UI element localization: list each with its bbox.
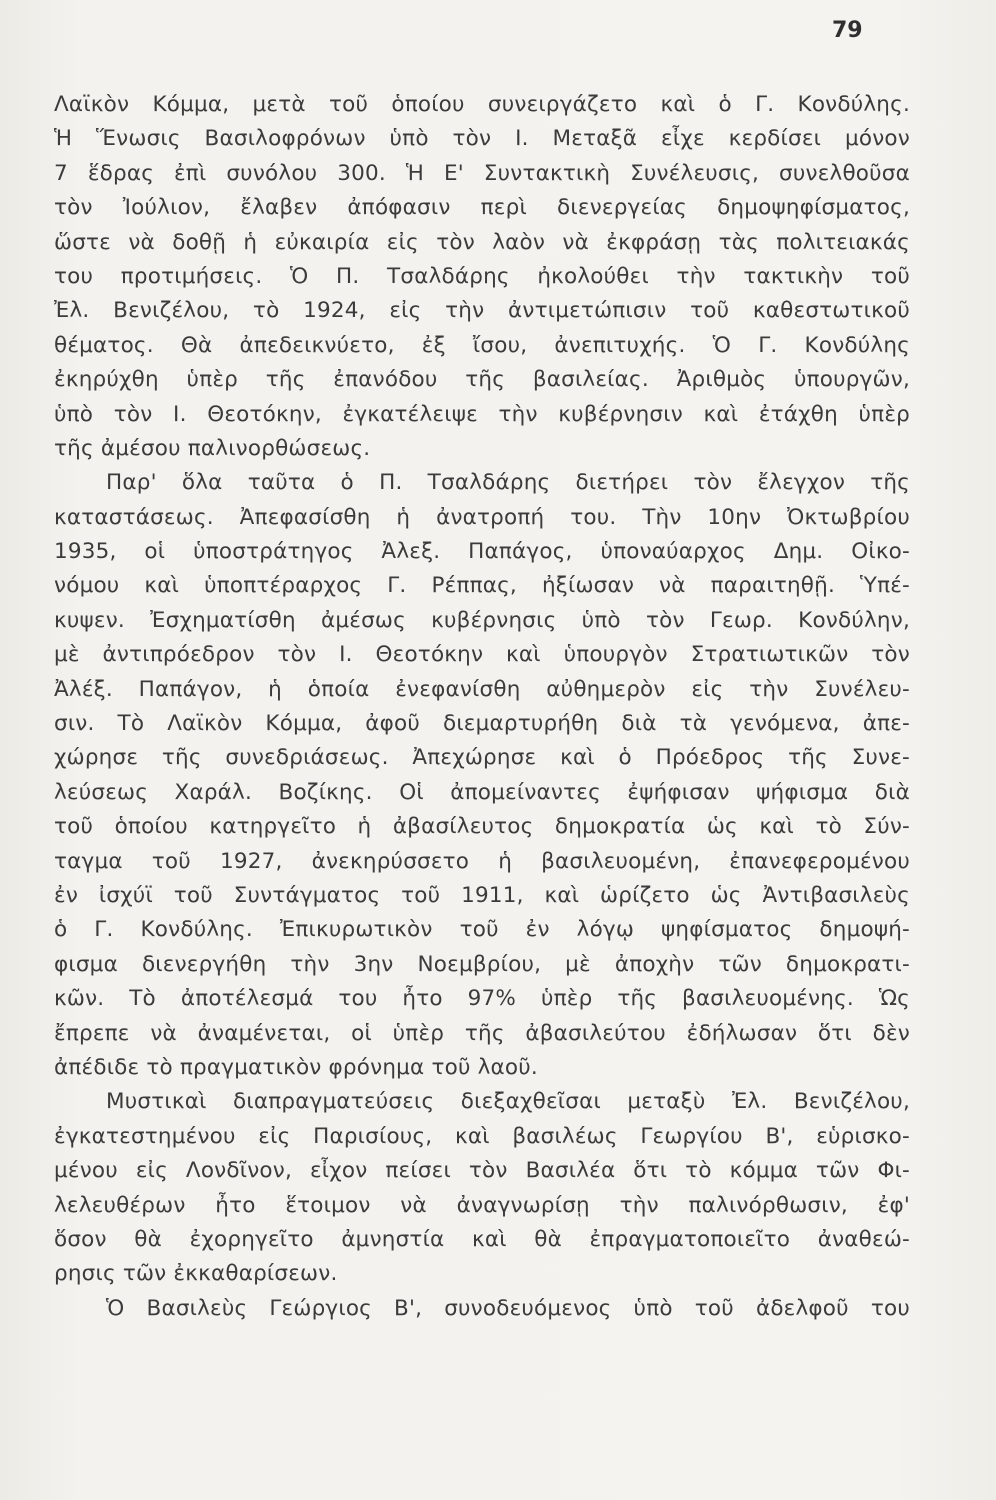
text-line: μένου εἰς Λονδῖνον, εἶχον πείσει τὸν Βασιλέα ὅτι τὸ κόμμα τῶν Φι-	[54, 1158, 910, 1184]
text-line: ὁ Γ. Κονδύλης. Ἐπικυρωτικὸν τοῦ ἐν λόγῳ ψηφίσματος δημοψή-	[54, 917, 910, 943]
text-line: ταγμα τοῦ 1927, ἀνεκηρύσσετο ἡ βασιλευομένη, ἐπανεφερομένου	[54, 848, 910, 874]
text-line: μὲ ἀντιπρόεδρον τὸν Ι. Θεοτόκην καὶ ὑπουργὸν Στρατιωτικῶν τὸν	[54, 642, 910, 668]
text-line: ὥστε νὰ δοθῇ ἡ εὐκαιρία εἰς τὸν λαὸν νὰ ἐκφράσῃ τὰς πολιτειακάς	[54, 229, 910, 255]
text-line: κῶν. Τὸ ἀποτέλεσμά του ἦτο 97% ὑπὲρ τῆς βασιλευομένης. Ὡς	[54, 986, 910, 1012]
text-line: ὑπὸ τὸν Ι. Θεοτόκην, ἐγκατέλειψε τὴν κυβέρνησιν καὶ ἐτάχθη ὑπὲρ	[54, 401, 910, 427]
text-line: καταστάσεως. Ἀπεφασίσθη ἡ ἀνατροπή του. Τὴν 10ην Ὀκτωβρίου	[54, 504, 910, 530]
text-line: Ἀλέξ. Παπάγον, ἡ ὁποία ἐνεφανίσθη αὐθημερὸν εἰς τὴν Συνέλευ-	[54, 676, 910, 702]
text-line: Ὁ Βασιλεὺς Γεώργιος Β', συνοδευόμενος ὑπὸ τοῦ ἀδελφοῦ του	[106, 1295, 910, 1321]
text-line: θέματος. Θὰ ἀπεδεικνύετο, ἐξ ἴσου, ἀνεπιτυχής. Ὁ Γ. Κονδύλης	[54, 332, 910, 358]
text-line: Ἡ Ἕνωσις Βασιλοφρόνων ὑπὸ τὸν Ι. Μεταξᾶ εἶχε κερδίσει μόνον	[54, 126, 910, 152]
text-line: Μυστικαὶ διαπραγματεύσεις διεξαχθεῖσαι μεταξὺ Ἐλ. Βενιζέλου,	[106, 1089, 910, 1115]
text-line: τοῦ ὁποίου κατηργεῖτο ἡ ἀβασίλευτος δημοκρατία ὡς καὶ τὸ Σύν-	[54, 814, 910, 840]
text-line: 7 ἕδρας ἐπὶ συνόλου 300. Ἡ Ε' Συντακτικὴ Συνέλευσις, συνελθοῦσα	[54, 160, 910, 186]
text-line: νόμου καὶ ὑποπτέραρχος Γ. Ρέππας, ἠξίωσαν νὰ παραιτηθῇ. Ὑπέ-	[54, 573, 910, 599]
text-line: ἐγκατεστημένου εἰς Παρισίους, καὶ βασιλέως Γεωργίου Β', εὑρισκο-	[54, 1123, 910, 1149]
page-number: 79	[832, 18, 863, 43]
text-line: Λαϊκὸν Κόμμα, μετὰ τοῦ ὁποίου συνειργάζετο καὶ ὁ Γ. Κονδύλης.	[54, 92, 910, 117]
text-line: ἔπρεπε νὰ ἀναμένεται, οἱ ὑπὲρ τῆς ἀβασιλεύτου ἐδήλωσαν ὅτι δὲν	[54, 1020, 910, 1046]
body-text	[54, 88, 910, 1326]
text-line: τὸν Ἰούλιον, ἔλαβεν ἀπόφασιν περὶ διενεργείας δημοψηφίσματος,	[54, 195, 910, 221]
text-line: λεύσεως Χαράλ. Βοζίκης. Οἱ ἀπομείναντες ἐψήφισαν ψήφισμα διὰ	[54, 779, 910, 805]
text-line: ὅσον θὰ ἐχορηγεῖτο ἀμνηστία καὶ θὰ ἐπραγματοποιεῖτο ἀναθεώ-	[54, 1226, 910, 1252]
text-line: ἐκηρύχθη ὑπὲρ τῆς ἐπανόδου τῆς βασιλείας. Ἀριθμὸς ὑπουργῶν,	[54, 367, 910, 393]
text-line: λελευθέρων ἦτο ἕτοιμον νὰ ἀναγνωρίσῃ τὴν παλινόρθωσιν, ἐφ'	[54, 1192, 910, 1218]
text-line: ἀπέδιδε τὸ πραγματικὸν φρόνημα τοῦ λαοῦ.	[54, 1054, 538, 1080]
text-line: του προτιμήσεις. Ὁ Π. Τσαλδάρης ἠκολούθει τὴν τακτικὴν τοῦ	[54, 263, 910, 289]
text-line: φισμα διενεργήθη τὴν 3ην Νοεμβρίου, μὲ ἀποχὴν τῶν δημοκρατι-	[54, 951, 910, 977]
text-line: χώρησε τῆς συνεδριάσεως. Ἀπεχώρησε καὶ ὁ Πρόεδρος τῆς Συνε-	[54, 745, 910, 771]
text-line: Ἐλ. Βενιζέλου, τὸ 1924, εἰς τὴν ἀντιμετώπισιν τοῦ καθεστωτικοῦ	[54, 298, 910, 324]
text-line: κυψεν. Ἐσχηματίσθη ἀμέσως κυβέρνησις ὑπὸ τὸν Γεωρ. Κονδύλην,	[54, 607, 910, 633]
text-line: σιν. Τὸ Λαϊκὸν Κόμμα, ἀφοῦ διεμαρτυρήθη διὰ τὰ γενόμενα, ἀπε-	[54, 711, 910, 737]
text-line: Παρ' ὅλα ταῦτα ὁ Π. Τσαλδάρης διετήρει τὸν ἔλεγχον τῆς	[106, 470, 910, 496]
text-line: ρησις τῶν ἐκκαθαρίσεων.	[54, 1261, 338, 1287]
text-line: 1935, οἱ ὑποστράτηγος Ἀλεξ. Παπάγος, ὑποναύαρχος Δημ. Οἰκο-	[54, 539, 910, 565]
text-line: ἐν ἰσχύϊ τοῦ Συντάγματος τοῦ 1911, καὶ ὡρίζετο ὡς Ἀντιβασιλεὺς	[54, 882, 910, 908]
text-line: τῆς ἀμέσου παλινορθώσεως.	[54, 435, 371, 461]
